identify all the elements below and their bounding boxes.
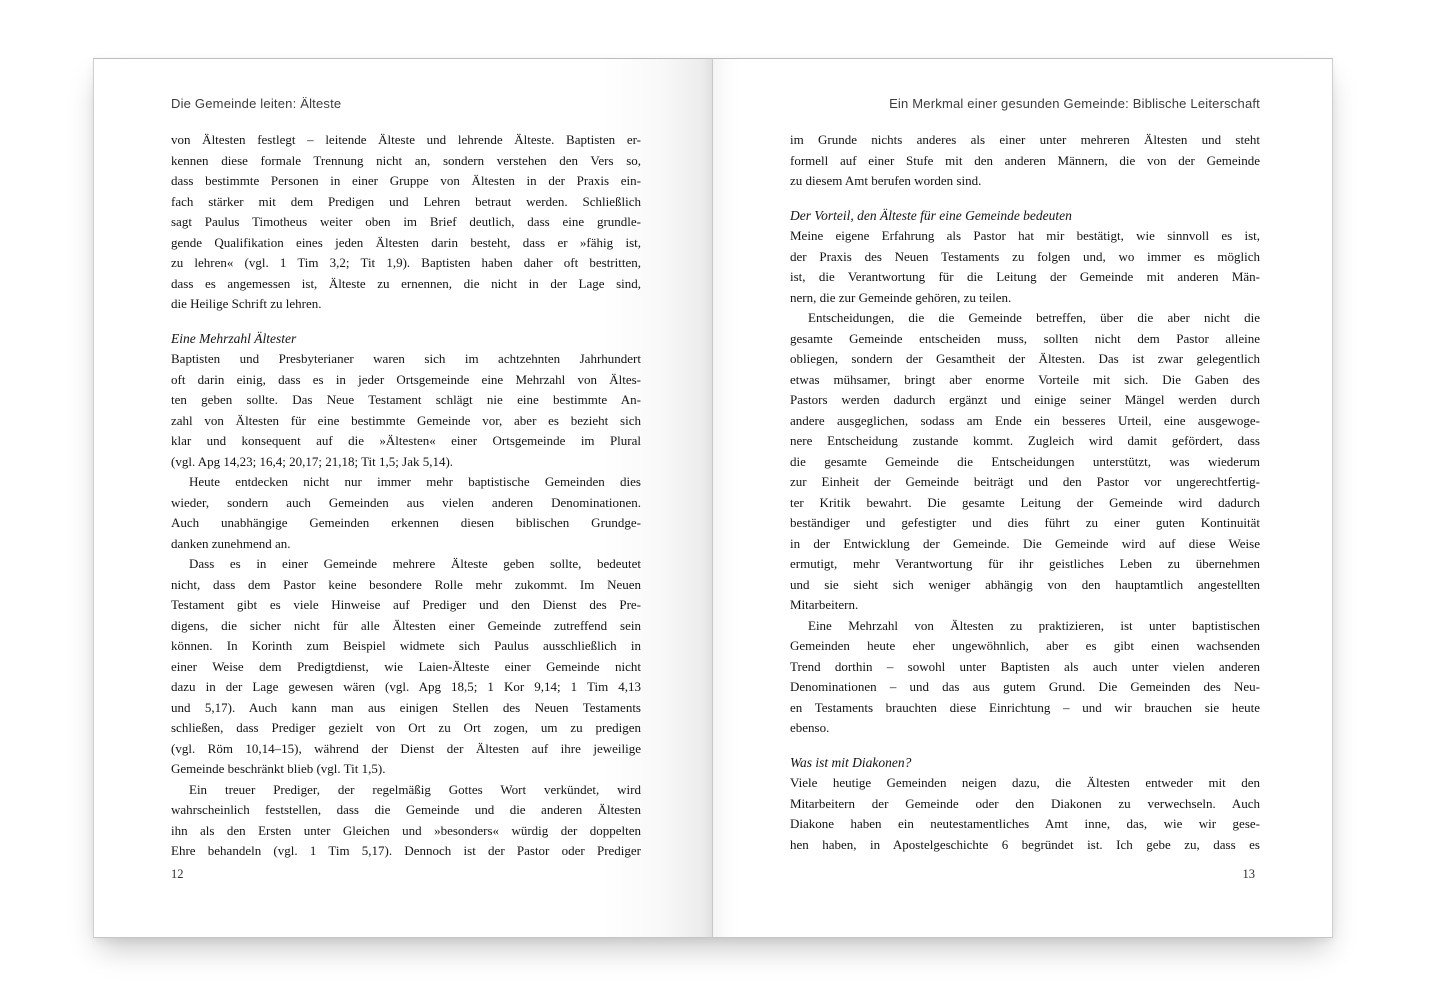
paragraph (790, 773, 1260, 855)
page-right-content (790, 96, 1260, 855)
text-line: Gemeinden heute eher ungewöhnlich, aber es gibt einen wachsenden (790, 638, 1260, 653)
text-line: Entscheidungen, die die Gemeinde betreffen, über die aber nicht die (808, 310, 1260, 325)
text-line: die Heilige Schrift zu lehren. (171, 296, 322, 311)
text-line: Pastors werden dadurch ergänzt und einige seiner Mängel werden durch (790, 392, 1260, 407)
text-line: zu lehren« (vgl. 1 Tim 3,2; Tit 1,9). Baptisten haben daher oft bestritten, (171, 255, 641, 270)
text-line: nern, die zur Gemeinde gehören, zu teilen. (790, 289, 1012, 305)
book-spread (93, 58, 1333, 938)
text-line: oft darin einig, dass es in jeder Ortsgemeinde eine Mehrzahl von Ältes- (171, 371, 641, 387)
text-line: zahl von Ältesten für eine bestimmte Gemeinde vor, aber es bezieht sich (171, 412, 641, 428)
paragraph (790, 308, 1260, 616)
page-left (93, 58, 713, 938)
text-line: Meine eigene Erfahrung als Pastor hat mir bestätigt, wie sinnvoll es ist, (790, 228, 1260, 243)
text-line: digens, die sicher nicht für alle Ältesten einer Gemeinde zutreffend sein (171, 617, 641, 633)
running-head-right: Ein Merkmal einer gesunden Gemeinde: Biblische Leiterschaft (889, 96, 1260, 111)
text-line: zur Einheit der Gemeinde beiträgt und den Pastor vor ungerechtfertig- (790, 474, 1260, 489)
text-line: Auch unabhängige Gemeinden erkennen diesen biblischen Grundge- (171, 515, 641, 530)
text-line: ist, die Verantwortung für die Leitung der Gemeinde mit anderen Män- (790, 269, 1260, 284)
text-line: (vgl. Röm 10,14–15), während der Dienst der Ältesten auf ihre jeweilige (171, 740, 641, 756)
text-line: Eine Mehrzahl von Ältesten zu praktizieren, ist unter baptistischen (808, 617, 1260, 633)
text-line: der Praxis des Neuen Testaments zu folgen und, wo immer es möglich (790, 248, 1260, 264)
text-line: sagt Paulus Timotheus weiter oben im Brief deutlich, dass eine grundle- (171, 214, 641, 229)
paragraph (790, 130, 1260, 192)
text-line: dazu in der Lage gewesen wären (vgl. Apg 18,5; 1 Kor 9,14; 1 Tim 4,13 (171, 679, 641, 694)
text-line: formell auf einer Stufe mit den anderen Männern, die von der Gemeinde (790, 152, 1260, 168)
text-line: schließen, dass Prediger gezielt von Ort zu Ort zogen, um zu predigen (171, 720, 641, 735)
text-line: ihn als den Ersten unter Gleichen und »besonders« würdig der doppelten (171, 822, 641, 838)
text-line: gesamte Gemeinde entscheiden muss, sollten nicht dem Pastor alleine (790, 330, 1260, 346)
text-line: kennen diese formale Trennung nicht an, sondern verstehen den Vers so, (171, 152, 641, 168)
text-line: dass bestimmte Personen in einer Gruppe von Ältesten in der Praxis ein- (171, 173, 641, 188)
text-line: en Testaments brauchten diese Einrichtung – und wir brauchen sie heute (790, 699, 1260, 715)
text-line: dass es angemessen ist, Älteste zu ernennen, die nicht in der Lage sind, (171, 275, 641, 291)
text-line: in der Entwicklung der Gemeinde. Die Gemeinde wird auf diese Weise (790, 535, 1260, 551)
text-line: fach stärker mit dem Predigen und Lehren betraut werden. Schließlich (171, 193, 641, 209)
page-right (713, 58, 1333, 938)
text-line: ten geben sollte. Das Neue Testament schlägt nie eine bestimmte An- (171, 392, 641, 407)
text-line: andere ausgeglichen, sodass am Ende ein besseres Urteil, eine ausgewoge- (790, 412, 1260, 428)
text-line: nicht, dass dem Pastor keine besondere Rolle mehr zukommt. Im Neuen (171, 576, 641, 592)
paragraph (171, 554, 641, 780)
text-line: ermutigt, mehr Verantwortung für ihr geistliches Leben zu übernehmen (790, 556, 1260, 571)
text-line: danken zunehmend an. (171, 535, 291, 551)
text-line: von Ältesten festlegt – leitende Älteste und lehrende Älteste. Baptisten er- (171, 132, 641, 147)
text-line: Gemeinde beschränkt blieb (vgl. Tit 1,5). (171, 761, 386, 776)
text-line: beständiger und gefestigter und dies führt zu einer guten Kontinuität (790, 515, 1260, 530)
page-left-content (171, 96, 641, 862)
text-line: klar und konsequent auf die »Ältesten« einer Ortsgemeinde im Plural (171, 433, 641, 448)
text-line: Viele heutige Gemeinden neigen dazu, die Ältesten entweder mit den (790, 775, 1260, 790)
text-line: die gesamte Gemeinde die Entscheidungen unterstützt, was wiederum (790, 453, 1260, 469)
running-head-left: Die Gemeinde leiten: Älteste (171, 96, 342, 111)
text-line: Testament gibt es viele Hinweise auf Prediger und den Dienst des Pre- (171, 597, 641, 612)
text-line: und 5,17). Auch kann man aus einigen Stellen des Neuen Testaments (171, 699, 641, 715)
page-left-body (171, 130, 641, 862)
paragraph (790, 616, 1260, 739)
section-subheading: Eine Mehrzahl Ältester (171, 330, 297, 346)
text-line: können. In Korinth zum Beispiel widmete sich Paulus ausschließlich in (171, 638, 641, 653)
text-line: zu diesem Amt berufen worden sind. (790, 173, 982, 188)
paragraph (171, 780, 641, 862)
section-subheading: Was ist mit Diakonen? (790, 754, 912, 770)
text-line: Ein treuer Prediger, der regelmäßig Gottes Wort verkündet, wird (189, 781, 641, 797)
page-number-left: 12 (171, 867, 184, 881)
text-line: Baptisten und Presbyterianer waren sich im achtzehnten Jahrhundert (171, 351, 641, 366)
page-number-right: 13 (1242, 867, 1255, 881)
text-line: Diakone haben ein neutestamentliches Amt inne, das, wie wir gese- (790, 816, 1260, 831)
text-line: Mitarbeitern. (790, 597, 859, 612)
paragraph (171, 472, 641, 554)
text-line: einer Weise dem Predigtdienst, wie Laien-Älteste einer Gemeinde nicht (171, 658, 641, 674)
text-line: Denominationen – und das aus gutem Grund. Die Gemeinden des Neu- (790, 679, 1260, 694)
text-line: obliegen, sondern der Gesamtheit der Ältesten. Das ist zwar gelegentlich (790, 351, 1260, 366)
text-line: Trend dorthin – sowohl unter Baptisten als auch unter vielen anderen (790, 658, 1260, 674)
text-line: (vgl. Apg 14,23; 16,4; 20,17; 21,18; Tit 1,5; Jak 5,14). (171, 453, 454, 469)
paragraph (171, 130, 641, 315)
paragraph (171, 349, 641, 472)
text-line: Heute entdecken nicht nur immer mehr baptistische Gemeinden dies (189, 474, 641, 489)
text-line: und sie sieht sich weniger abhängig von den hauptamtlich angestellten (790, 576, 1260, 592)
text-line: wieder, sondern auch Gemeinden aus vielen anderen Denominationen. (171, 494, 641, 510)
section-subheading: Der Vorteil, den Älteste für eine Gemeinde bedeuten (790, 207, 1072, 223)
page-right-body (790, 130, 1260, 855)
text-line: Mitarbeitern der Gemeinde oder den Diakonen zu verwechseln. Auch (790, 795, 1260, 811)
text-line: wahrscheinlich feststellen, dass die Gemeinde und die anderen Ältesten (171, 802, 641, 817)
text-line: gende Qualifikation eines jeden Ältesten darin besteht, dass er »fähig ist, (171, 234, 641, 250)
text-line: Ehre behandeln (vgl. 1 Tim 5,17). Dennoch ist der Pastor oder Prediger (171, 843, 641, 858)
text-line: hen haben, in Apostelgeschichte 6 begründet ist. Ich gebe zu, dass es (790, 836, 1260, 852)
text-line: nere Entscheidung zustande kommt. Zugleich wird damit gefördert, dass (790, 433, 1260, 448)
text-line: im Grunde nichts anderes als einer unter mehreren Ältesten und steht (790, 132, 1260, 147)
text-line: ebenso. (790, 720, 830, 735)
text-line: ter Kritik bewahrt. Die gesamte Leitung der Gemeinde wird dadurch (790, 494, 1260, 510)
paragraph (790, 226, 1260, 308)
text-line: Dass es in einer Gemeinde mehrere Älteste geben sollte, bedeutet (189, 556, 641, 571)
text-line: etwas mühsamer, bringt aber enorme Vorteile mit sich. Die Gaben des (790, 371, 1260, 387)
